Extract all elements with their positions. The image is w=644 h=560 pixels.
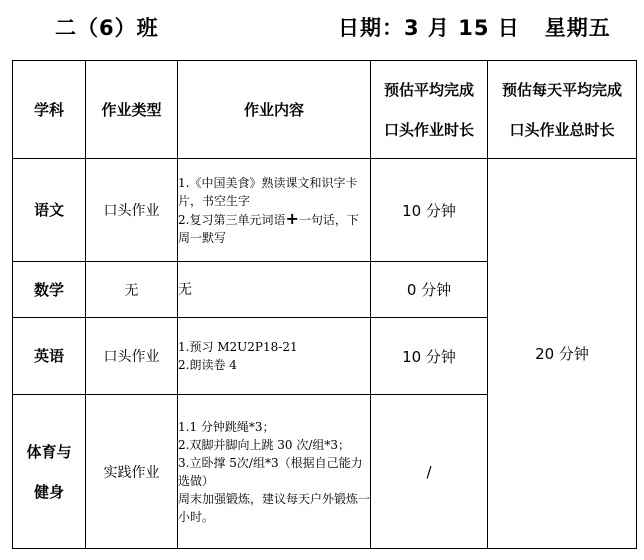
content-english-line2: 2.朗读卷 4: [178, 358, 237, 372]
header-avg-time-line1: 预估平均完成: [383, 80, 474, 99]
header-total-time-line2: 口头作业总时长: [509, 120, 615, 139]
content-math-line1: 无: [178, 281, 192, 298]
content-chinese-line2-b: 一句话，下周一默写: [178, 212, 359, 245]
content-chinese: [178, 159, 371, 262]
table-header-row: [13, 61, 637, 159]
content-pe: [178, 395, 371, 549]
content-pe-line3: 3.立卧撑 5次/组*3（根据自己能力选做）: [178, 455, 363, 488]
total-time: 20 分钟: [488, 159, 637, 549]
header-avg-time: [371, 61, 488, 159]
minutes-chinese: 10 分钟: [371, 159, 488, 262]
content-pe-line2: 2.双脚并脚向上跳 30 次/组*3；: [178, 437, 351, 452]
subject-chinese: 语文: [13, 159, 86, 262]
header-avg-time-line2: 口头作业时长: [383, 120, 474, 139]
content-chinese-line2: [178, 210, 370, 247]
header-subject: 学科: [13, 61, 86, 159]
minutes-english: 10 分钟: [371, 318, 488, 395]
subject-english: 英语: [13, 318, 86, 395]
subject-math: 数学: [13, 262, 86, 318]
type-math: 无: [86, 262, 178, 318]
content-chinese-line2-a: 2.复习第三单元词语: [178, 212, 286, 227]
class-name: 二（6）班: [55, 16, 159, 40]
type-pe: 实践作业: [86, 395, 178, 549]
subject-pe: [13, 395, 86, 549]
content-english: [178, 318, 371, 395]
content-english-line1: 1.预习 M2U2P18-21: [178, 340, 298, 354]
minutes-math: 0 分钟: [371, 262, 488, 318]
header-total-time: [488, 61, 637, 159]
minutes-pe: /: [371, 395, 488, 549]
header-total-time-line1: 预估每天平均完成: [501, 80, 622, 99]
date-weekday: 日期：3 月 15 日 星期五: [338, 16, 611, 40]
header-type: 作业类型: [86, 61, 178, 159]
content-math: [178, 262, 371, 318]
content-pe-line1: 1.1 分钟跳绳*3；: [178, 419, 275, 434]
type-chinese: 口头作业: [86, 159, 178, 262]
subject-pe-line2: 健身: [33, 482, 64, 501]
content-chinese-line1: 1.《中国美食》熟读课文和识字卡片，书空生字: [178, 175, 358, 208]
homework-table: [12, 60, 637, 549]
type-english: 口头作业: [86, 318, 178, 395]
header-content: 作业内容: [178, 61, 371, 159]
plus-sign: +: [285, 208, 299, 228]
table-row-chinese: [13, 159, 637, 262]
content-pe-line4: 周末加强锻炼，建议每天户外锻炼一小时。: [178, 491, 371, 524]
subject-pe-line1: 体育与: [26, 442, 72, 461]
